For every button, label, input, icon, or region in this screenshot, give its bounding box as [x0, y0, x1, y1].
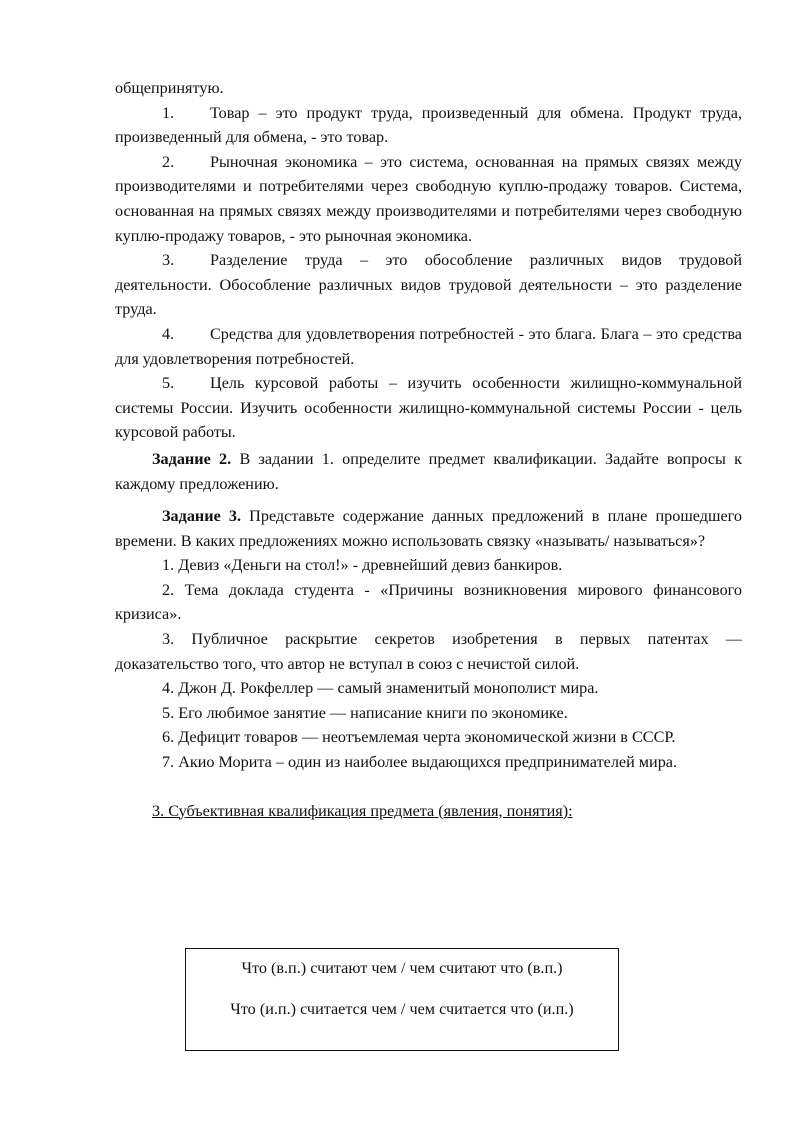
- sentence-item: 4. Джон Д. Рокфеллер — самый знаменитый монополист мира.: [162, 679, 599, 698]
- formula-box: [185, 948, 619, 1051]
- task-2: [115, 447, 742, 496]
- item-text: Цель курсовой работы – изучить особенности жилищно-коммунальной системы России. Изучить особенности жилищно-коммунальной системы России - цель курсовой работы.: [115, 374, 742, 442]
- section-title: 3. Субъективная квалификация предмета (явления, понятия):: [152, 801, 573, 820]
- spacer: [115, 775, 742, 799]
- item-text: Средства для удовлетворения потребностей - это блага. Блага – это средства для удовлетворения потребностей.: [115, 324, 742, 368]
- item-text: Разделение труда – это обособление различных видов трудовой деятельности. Обособление различных видов трудовой деятельности – это разделение труда.: [115, 251, 742, 319]
- item-number: 4.: [162, 324, 175, 343]
- list-item: [115, 371, 742, 445]
- item-number: 1.: [162, 103, 175, 122]
- task-2-text: В задании 1. определите предмет квалификации. Задайте вопросы к каждому предложению.: [115, 449, 742, 493]
- sentence-item: 7. Акио Морита – один из наиболее выдающихся предпринимателей мира.: [162, 753, 678, 772]
- list-item: [115, 101, 742, 150]
- item-text: Рыночная экономика – это система, основанная на прямых связях между производителями и потребителями через свободную куплю-продажу товаров. Система, основанная на прямых связях между производителями и потребителями через свободную куплю-продажу товаров, - это рыночная экономика.: [115, 152, 742, 245]
- task-2-label: Задание 2.: [152, 449, 232, 468]
- sentence-item: 2. Тема доклада студента - «Причины возникновения мирового финансового кризиса».: [115, 580, 742, 624]
- lead-text: общепринятую.: [115, 79, 224, 97]
- task-3-label: Задание 3.: [162, 507, 242, 526]
- sentence-item: 1. Девиз «Деньги на стол!» - древнейший девиз банкиров.: [162, 556, 563, 575]
- item-number: 2.: [162, 152, 175, 171]
- formula-line-2: Что (и.п.) считается чем / чем считается что (и.п.): [230, 1000, 574, 1018]
- list-item: [115, 150, 742, 248]
- item-number: 3.: [162, 251, 175, 270]
- item-text: Товар – это продукт труда, произведенный для обмена. Продукт труда, произведенный для обмена, - это товар.: [115, 103, 742, 147]
- list-item: [115, 322, 742, 371]
- sentence-item: 5. Его любимое занятие — написание книги по экономике.: [162, 703, 568, 722]
- list-item: [115, 248, 742, 322]
- document-body: [115, 76, 742, 823]
- formula-line-1: Что (в.п.) считают чем / чем считают что (в.п.): [241, 959, 563, 977]
- sentence-item: 6. Дефицит товаров — неотъемлемая черта экономической жизни в СССР.: [162, 728, 676, 747]
- item-number: 5.: [162, 374, 175, 393]
- sentence-item: 3. Публичное раскрытие секретов изобретения в первых патентах — доказательство того, что автор не вступал в союз с нечистой силой.: [115, 630, 742, 673]
- task-3-text: Представьте содержание данных предложений в плане прошедшего времени. В каких предложениях можно использовать связку «называть/ называться»?: [115, 507, 742, 550]
- task-3: [115, 504, 742, 553]
